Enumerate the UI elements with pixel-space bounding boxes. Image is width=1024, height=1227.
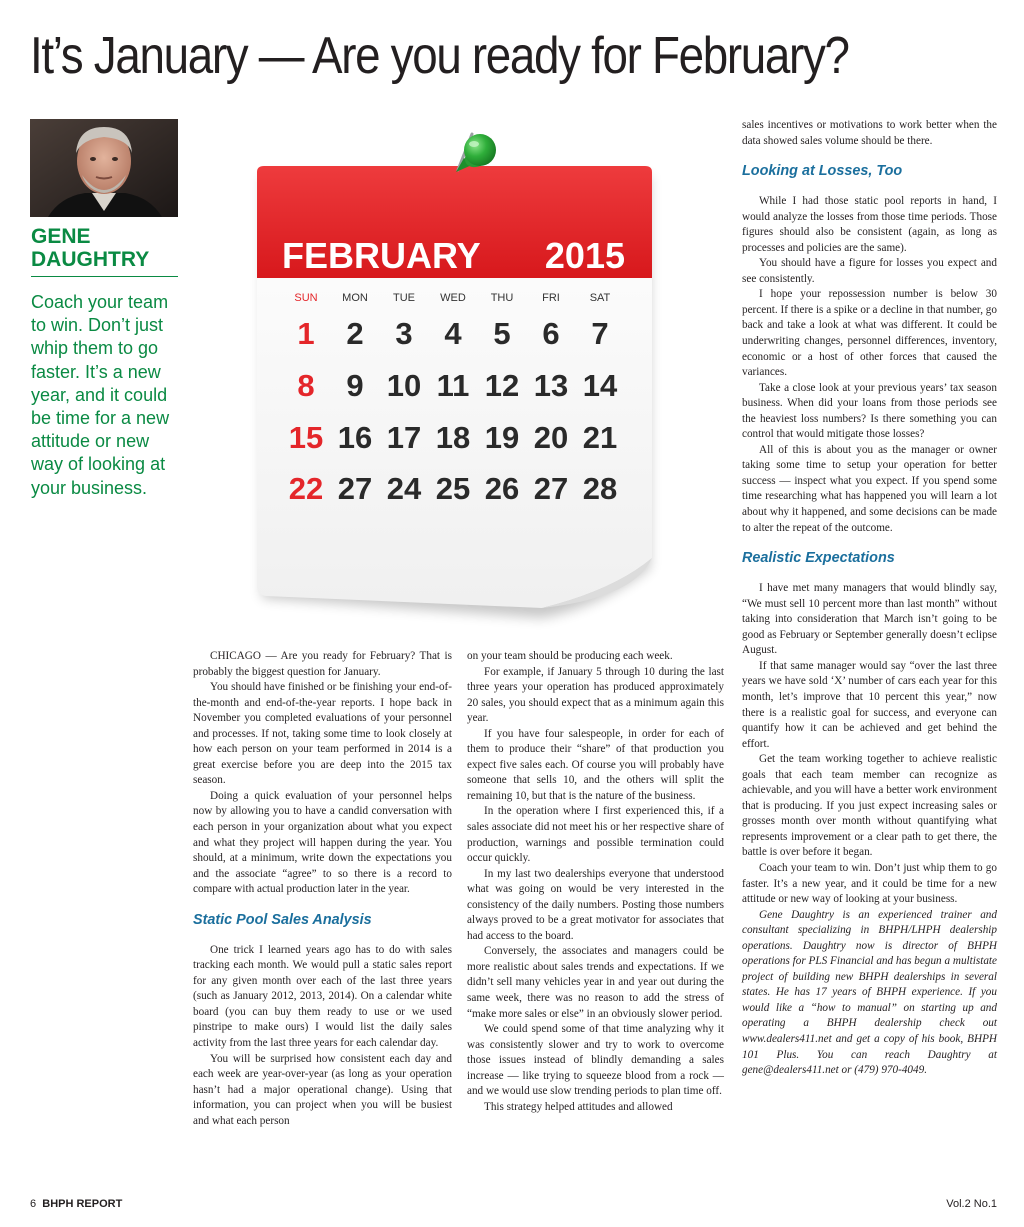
- paragraph: In the operation where I first experienced this, if a sales associate did not meet his or her respective share of production, warnings and possible termination could occur quickly.: [467, 805, 724, 865]
- calendar-day: 28: [582, 471, 618, 506]
- calendar-day: 17: [386, 420, 422, 455]
- weekday-label: SAT: [589, 292, 611, 304]
- paragraph: I have met many managers that would blindly say, “We must sell 10 percent more than last month” without taking into consideration that March isn’t going to be good as February or September generally doesn’t eclipse August.: [742, 582, 997, 657]
- paragraph: One trick I learned years ago has to do with sales tracking each month. We would pull a static sales report for any given month over each of the last three years (such as January 2012, 2013, 2014). On a calendar white board (you can buy them ready to use or we used pinstripe to make ours) I would list the daily sales activity from the last three years for each calendar day.: [193, 943, 452, 1050]
- calendar-day: 9: [346, 368, 364, 403]
- calendar-day: 14: [582, 368, 618, 403]
- calendar-day: 3: [395, 316, 413, 351]
- paragraph: All of this is about you as the manager or owner taking some time to setup your operation for better success — inspect what you expect. If you spend some time researching what has happened you will learn a lot about why it happened, and some decisions can be made to alter the repeat of the outcome.: [742, 443, 997, 534]
- paragraph: If that same manager would say “over the last three years we have sold ‘X’ number of cars each year for this month, let’s improve that 10 percent this year,” now there is a realistic goal for success, and everyone can quantify how it can be achieved and get behind the effort.: [742, 659, 997, 750]
- paragraph: For example, if January 5 through 10 during the last three years your operation has produced approximately 20 sales, you should expect that as a minimum again this year.: [467, 665, 724, 725]
- article-column-2: [467, 649, 724, 1115]
- paragraph: You should have a figure for losses you expect and see consistently.: [742, 257, 997, 285]
- article-column-1: [193, 649, 452, 1129]
- pull-quote: Coach your team to win. Don’t just whip them to go faster. It’s a new year, and it could be time for a new attitude or new way of looking at your business.: [31, 292, 170, 498]
- issue-number: Vol.2 No.1: [946, 1198, 997, 1210]
- paragraph: In my last two dealerships everyone that understood what was going on would be very interested in the consistency of the daily numbers. Posting those numbers always proved to be a great motivator for associates that had access to the board.: [467, 867, 724, 942]
- calendar-day: 22: [288, 471, 324, 506]
- calendar-day: 16: [337, 420, 373, 455]
- paragraph: sales incentives or motivations to work better when the data showed sales volume should be there.: [742, 119, 997, 147]
- weekday-label: TUE: [393, 292, 415, 304]
- paragraph: Coach your team to win. Don’t just whip them to go faster. It’s a new year, and it could be time for a new attitude or new way of looking at your business.: [742, 861, 997, 906]
- calendar-day: 20: [533, 420, 569, 455]
- author-portrait-image: [30, 119, 178, 217]
- paragraph: This strategy helped attitudes and allowed: [484, 1100, 673, 1113]
- calendar-illustration: [242, 128, 662, 633]
- article-column-3: [742, 118, 997, 1079]
- calendar-day: 27: [337, 471, 373, 506]
- calendar-day: 26: [484, 471, 520, 506]
- author-last-name: DAUGHTRY: [31, 248, 150, 271]
- weekday-label: FRI: [542, 292, 560, 304]
- paragraph: You will be surprised how consistent each day and each week are year-over-year (as long as your operation hasn’t had a major operational change). Using that information, you can project when you will be busiest and what each person: [193, 1052, 452, 1127]
- calendar-day: 24: [386, 471, 422, 506]
- calendar-month: FEBRUARY: [282, 235, 481, 276]
- subheading-losses: Looking at Losses, Too: [742, 163, 903, 180]
- calendar-svg: [242, 128, 662, 633]
- calendar-year: 2015: [544, 235, 625, 276]
- footer-folio: [30, 1198, 122, 1210]
- calendar-day: 10: [386, 368, 422, 403]
- author-photo: [30, 119, 178, 217]
- paragraph: While I had those static pool reports in hand, I would analyze the losses from those time periods. Those figures should also be consistent (again, as long as processes and policies are the same).: [742, 195, 997, 254]
- calendar-day: 4: [444, 316, 462, 351]
- author-bio: Gene Daughtry is an experienced trainer and consultant specializing in BHPH/LHPH dealership operations. Daughtry now is director of BHPH operations for PLS Financial and has begun a multistate project of building new BHPH dealerships in several states. He has 17 years of BHPH experience. If you would like a “how to manual” on starting up and operating a BHPH dealership check out www.dealers411.net and get a copy of his book, BHPH 101 Plus. You can reach Daughtry at gene@dealers411.net or (479) 970-4049.: [742, 908, 997, 1077]
- calendar-day: 5: [493, 316, 511, 351]
- paragraph: Get the team working together to achieve realistic goals that each team member can recognize as achievable, and you will have a better work environment that is producing. If you just expect increasing sales or grosses month over month without quantifying what represents improvement or a clear path to get there, the battle is over before it began.: [742, 753, 997, 859]
- publication-name: BHPH REPORT: [42, 1198, 123, 1210]
- page-number: 6: [30, 1198, 37, 1210]
- calendar-day: 21: [582, 420, 618, 455]
- weekday-label: THU: [490, 292, 514, 304]
- calendar-day: 15: [288, 420, 324, 455]
- calendar-day: 2: [346, 316, 364, 351]
- calendar-day: 18: [435, 420, 471, 455]
- subheading-realistic: Realistic Expectations: [742, 550, 895, 567]
- subheading-static-pool: Static Pool Sales Analysis: [193, 911, 372, 928]
- paragraph: Take a close look at your previous years’ tax season business. When did your loans from those periods see the heaviest loss numbers? Is there something you can control that would mitigate those losses?: [742, 381, 997, 441]
- paragraph: on your team should be producing each week.: [467, 650, 673, 662]
- paragraph: I hope your repossession number is below 30 percent. If there is a spike or a decline in that number, go back and take a look at what was different. It could be underwriting changes, personnel differences, inventory, economic or a host of other forces that caused the variances.: [742, 288, 997, 379]
- calendar-day: 25: [435, 471, 471, 506]
- headline: It’s January — Are you ready for February?: [30, 27, 849, 85]
- calendar-day: 6: [542, 316, 560, 351]
- paragraph: We could spend some of that time analyzing why it was consistently slower and try to work to overcome those issues instead of blindly demanding a sales increase — like trying to squeeze blood from a rock — and we would use slow trending periods to plan time off.: [467, 1023, 724, 1098]
- calendar-day: 11: [436, 368, 470, 403]
- weekday-label: SUN: [294, 292, 318, 304]
- calendar-day: 7: [591, 316, 609, 351]
- calendar-day: 19: [484, 420, 520, 455]
- calendar-day: 8: [297, 368, 315, 403]
- paragraph: Doing a quick evaluation of your personnel helps now by allowing you to have a candid conversation with each person in your organization about what you expect and what they project will happen during the year. You should, at a minimum, write down the expectations you and the associate “agree” to so there is a record to compare with actual production later in the year.: [193, 789, 452, 896]
- weekday-label: WED: [440, 292, 466, 304]
- calendar-day: 13: [533, 368, 569, 403]
- calendar-day: 1: [297, 316, 315, 351]
- author-first-name: GENE: [31, 225, 91, 248]
- weekday-label: MON: [342, 292, 368, 304]
- calendar-day: 27: [533, 471, 569, 506]
- paragraph: You should have finished or be finishing your end-of-the-month and end-of-the-year reports. I hope back in November you completed evaluations of your personnel and processes. If not, taking some time to look closely at how each person on your team performed in 2014 is a great exercise before you are deep into the 2015 tax season.: [193, 681, 452, 787]
- calendar-day: 12: [484, 368, 520, 403]
- paragraph: CHICAGO — Are you ready for February? That is probably the biggest question for January.: [193, 650, 452, 678]
- paragraph: Conversely, the associates and managers could be more realistic about sales trends and expectations. If we didn’t sell many vehicles year in and year out during the same week, there was no reason to add the stress of “make more sales or else” in an obviously slower period.: [467, 945, 724, 1020]
- author-byline: [31, 225, 178, 277]
- paragraph: If you have four salespeople, in order for each of them to produce their “share” of that production you expect five sales each. Of course you will probably have someone that sells 10, and the others will split the remaining 10, but that is the nature of the business.: [467, 727, 724, 802]
